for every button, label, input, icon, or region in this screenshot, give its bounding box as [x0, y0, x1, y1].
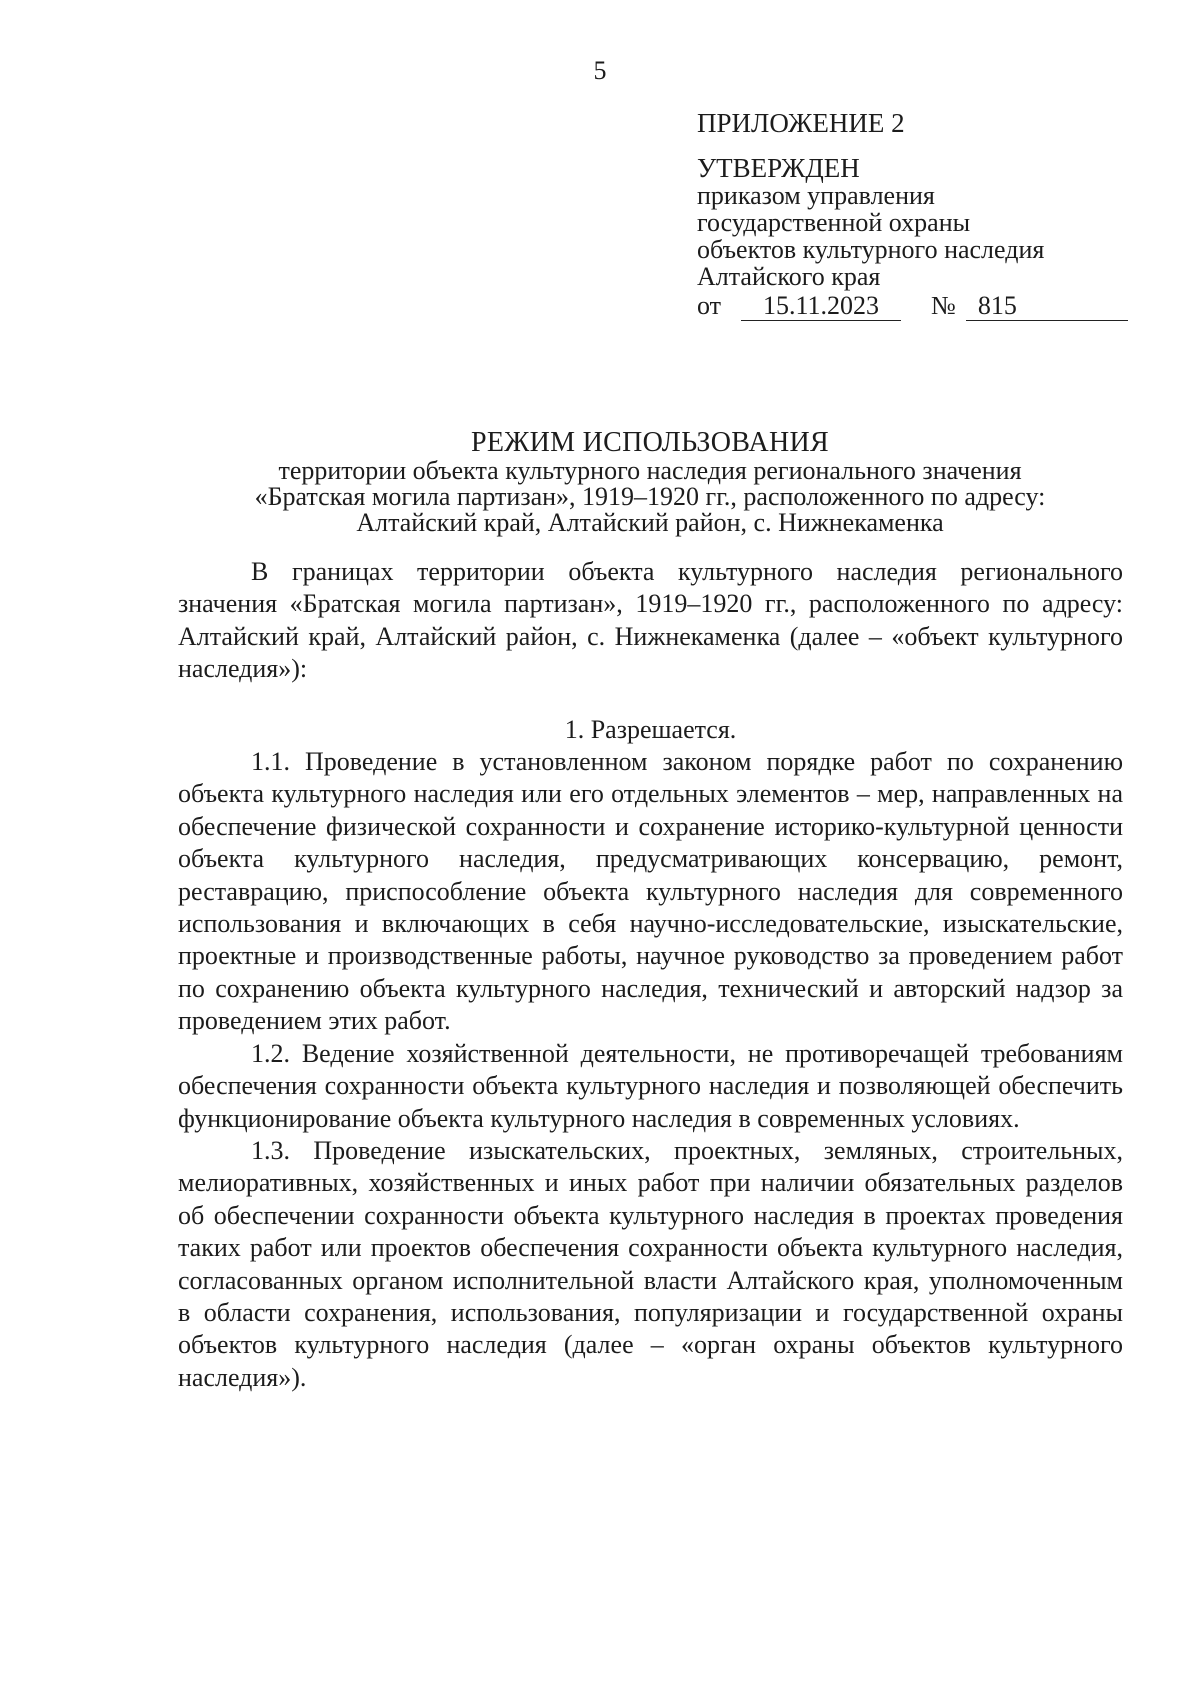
appendix-label: ПРИЛОЖЕНИЕ 2	[697, 108, 905, 138]
approval-line: объектов культурного наследия	[697, 235, 1045, 264]
title-line: Алтайский край, Алтайский район, с. Нижнекаменка	[356, 508, 944, 537]
approval-stamp-block	[697, 110, 1137, 321]
approval-line: Алтайского края	[697, 262, 881, 291]
document-title-block	[160, 428, 1140, 536]
section-heading: 1. Разрешается.	[564, 714, 737, 744]
approval-line: приказом управления	[697, 181, 935, 210]
title-line: «Братская могила партизан», 1919–1920 гг., расположенного по адресу:	[254, 482, 1046, 511]
document-body	[178, 556, 1123, 1394]
page-number: 5	[593, 56, 607, 85]
number-sign: №	[931, 291, 956, 320]
approval-line: государственной охраны	[697, 208, 971, 237]
approved-label: УТВЕРЖДЕН	[697, 153, 860, 183]
document-title: РЕЖИМ ИСПОЛЬЗОВАНИЯ	[470, 427, 830, 458]
title-line: территории объекта культурного наследия регионального значения	[278, 456, 1022, 485]
order-date-number-line	[697, 292, 1137, 321]
item-paragraph: 1.1. Проведение в установленном законом порядке работ по сохранению объекта культурного наследия или его отдельных элементов – мер, направленных на обеспечение физической сохранности и сохранение историко-культурной ценности объекта культурного наследия, предусматривающих консервацию, ремонт, реставрацию, приспособление объекта культурного наследия для современного использования и включающих в себя научно-исследовательские, изыскательские, проектные и производственные работы, научное руководство за проведением работ по сохранению объекта культурного наследия, технический и авторский надзор за проведением этих работ.	[178, 747, 1123, 1036]
item-paragraph: 1.3. Проведение изыскательских, проектных, земляных, строительных, мелиоративных, хозяйственных и иных работ при наличии обязательных разделов об обеспечении сохранности объекта культурного наследия в проектах проведения таких работ или проектов обеспечения сохранности объекта культурного наследия, согласованных органом исполнительной власти Алтайского края, уполномоченным в области сохранения, использования, популяризации и государственной охраны объектов культурного наследия (далее – «орган охраны объектов культурного наследия»).	[178, 1135, 1123, 1392]
intro-paragraph: В границах территории объекта культурного наследия регионального значения «Братская могила партизан», 1919–1920 гг., расположенного по адресу: Алтайский край, Алтайский район, с. Нижнекаменка (далее – «объект культурного наследия»):	[178, 557, 1123, 684]
order-number: 815	[966, 292, 1128, 321]
item-paragraph: 1.2. Ведение хозяйственной деятельности, не противоречащей требованиям обеспечения сохранности объекта культурного наследия и позволяющей обеспечить функционирование объекта культурного наследия в современных условиях.	[178, 1038, 1123, 1133]
order-date: 15.11.2023	[741, 292, 901, 321]
from-label: от	[697, 291, 722, 320]
